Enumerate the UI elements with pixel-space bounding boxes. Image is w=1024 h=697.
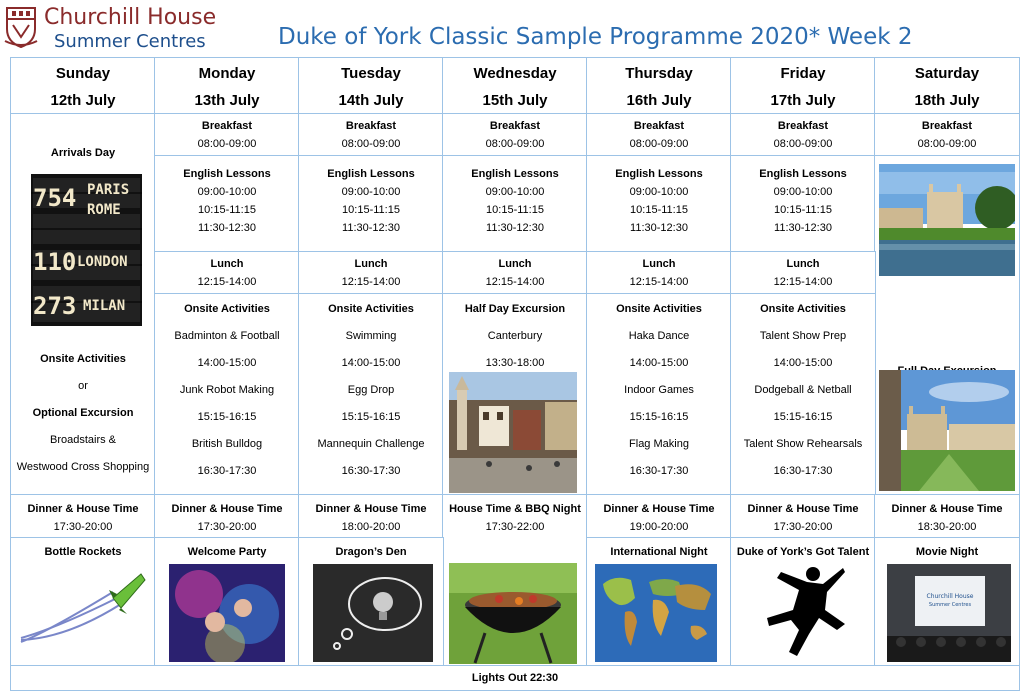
screen-text: Churchill House (926, 593, 974, 600)
activity-line: 14:00-15:00 (773, 357, 833, 369)
evening-monday (154, 537, 300, 667)
english-wednesday (442, 155, 588, 253)
crest-icon (4, 5, 38, 49)
activity-line: Junk Robot Making (179, 384, 275, 396)
english-time: 11:30-12:30 (630, 222, 688, 234)
brand-subtitle: Summer Centres (54, 31, 206, 52)
dinner-monday (154, 494, 300, 539)
evening-title: Dragon’s Den (335, 546, 407, 558)
day-name: Saturday (914, 65, 980, 82)
board-city: MILAN (83, 298, 126, 314)
english-time: 10:15-11:15 (774, 204, 832, 216)
activity-line: Canterbury (487, 330, 543, 342)
lunch-label: Lunch (210, 258, 244, 270)
english-time: 09:00-10:00 (629, 186, 689, 198)
lunch-time: 12:15-14:00 (773, 276, 833, 288)
breakfast-label: Breakfast (633, 120, 685, 132)
activity-line: 15:15-16:15 (629, 411, 689, 423)
breakfast-label: Breakfast (777, 120, 829, 132)
day-name: Tuesday (341, 65, 401, 82)
activity-line: Egg Drop (347, 384, 395, 396)
activity-line: 16:30-17:30 (773, 465, 833, 477)
board-number: 110 (33, 248, 77, 276)
day-date: 18th July (914, 92, 980, 109)
activities-monday (154, 293, 300, 496)
activity-line: 14:00-15:00 (197, 357, 257, 369)
evening-friday (730, 537, 876, 667)
breakfast-wednesday (442, 113, 588, 157)
dinner-label: Dinner & House Time (747, 503, 859, 515)
breakfast-monday (154, 113, 300, 157)
activity-line: Talent Show Rehearsals (743, 438, 863, 450)
header-tuesday (298, 57, 444, 115)
dinner-label: Dinner & House Time (891, 503, 1003, 515)
cambridge-college-image (879, 370, 1015, 491)
activity-line: Badminton & Football (174, 330, 280, 342)
breakfast-time: 08:00-09:00 (629, 138, 689, 150)
arrivals-day: Arrivals Day (50, 147, 116, 159)
sunday-place1: Broadstairs & (49, 434, 117, 446)
english-time: 09:00-10:00 (341, 186, 401, 198)
cambridge-river-image (879, 164, 1015, 276)
page-title: Duke of York Classic Sample Programme 2020* Week 2 (278, 24, 913, 50)
brand-name: Churchill House (44, 5, 217, 30)
english-time: 11:30-12:30 (486, 222, 544, 234)
board-number: 754 (33, 184, 77, 212)
activity-line: Haka Dance (628, 330, 690, 342)
english-time: 10:15-11:15 (198, 204, 256, 216)
activity-line: Flag Making (629, 438, 689, 450)
english-time: 10:15-11:15 (342, 204, 400, 216)
breakfast-label: Breakfast (921, 120, 973, 132)
lights-out: Lights Out 22:30 (471, 672, 559, 684)
welcome-party-image (169, 564, 285, 662)
header-friday (730, 57, 876, 115)
activity-title: Onsite Activities (328, 303, 414, 315)
lunch-label: Lunch (642, 258, 676, 270)
english-time: 10:15-11:15 (486, 204, 544, 216)
english-time: 10:15-11:15 (630, 204, 688, 216)
breakfast-friday (730, 113, 876, 157)
activity-line: British Bulldog (191, 438, 263, 450)
activity-line: 15:15-16:15 (197, 411, 257, 423)
activity-line: 14:00-15:00 (629, 357, 689, 369)
activity-line: 14:00-15:00 (341, 357, 401, 369)
header-saturday (874, 57, 1020, 115)
breakfast-time: 08:00-09:00 (197, 138, 257, 150)
english-time: 11:30-12:30 (342, 222, 400, 234)
day-date: 16th July (626, 92, 692, 109)
day-date: 17th July (770, 92, 836, 109)
lunch-label: Lunch (354, 258, 388, 270)
bbq-grill-image (449, 563, 577, 664)
dinner-time: 17:30-20:00 (197, 521, 257, 533)
screen-text: Summer Centres (928, 602, 972, 608)
bbq-night-wednesday (442, 494, 588, 667)
day-date: 15th July (482, 92, 548, 109)
dinner-label: Dinner & House Time (315, 503, 427, 515)
header-wednesday (442, 57, 588, 115)
evening-title: Welcome Party (187, 546, 267, 558)
day-name: Sunday (55, 65, 111, 82)
dinner-saturday (874, 494, 1020, 539)
activities-friday (730, 293, 876, 496)
activity-line: Talent Show Prep (759, 330, 847, 342)
dinner-label: House Time & BBQ Night (449, 503, 581, 515)
day-name: Wednesday (473, 65, 557, 82)
day-name: Friday (780, 65, 826, 82)
dinner-time: 17:30-20:00 (53, 521, 113, 533)
jumping-silhouette-icon (757, 564, 853, 662)
lunch-monday (154, 251, 300, 295)
lunch-time: 12:15-14:00 (197, 276, 257, 288)
activity-title: Onsite Activities (184, 303, 270, 315)
english-thursday (586, 155, 732, 253)
day-date: 13th July (194, 92, 260, 109)
header-sunday (10, 57, 156, 115)
dinner-time: 18:00-20:00 (341, 521, 401, 533)
dinner-time: 19:00-20:00 (629, 521, 689, 533)
activities-tuesday (298, 293, 444, 496)
evening-thursday (586, 537, 732, 667)
evening-title: Movie Night (915, 546, 979, 558)
english-friday (730, 155, 876, 253)
evening-title: Bottle Rockets (44, 546, 122, 558)
dinner-label: Dinner & House Time (171, 503, 283, 515)
breakfast-label: Breakfast (201, 120, 253, 132)
dinner-thursday (586, 494, 732, 539)
breakfast-time: 08:00-09:00 (485, 138, 545, 150)
activities-wednesday (442, 293, 588, 496)
evening-title: Duke of York’s Got Talent (736, 546, 870, 558)
canterbury-image (449, 372, 577, 493)
breakfast-time: 08:00-09:00 (773, 138, 833, 150)
breakfast-saturday (874, 113, 1020, 157)
lunch-time: 12:15-14:00 (629, 276, 689, 288)
lunch-wednesday (442, 251, 588, 295)
board-city: PARIS (87, 182, 130, 198)
dinner-label: Dinner & House Time (603, 503, 715, 515)
dinner-time: 18:30-20:00 (917, 521, 977, 533)
activity-line: 15:15-16:15 (773, 411, 833, 423)
evening-tuesday (298, 537, 444, 667)
activity-line: Swimming (345, 330, 397, 342)
board-number: 273 (33, 292, 77, 320)
english-label: English Lessons (183, 168, 271, 180)
english-label: English Lessons (327, 168, 415, 180)
dragons-den-image (313, 564, 433, 662)
header-thursday (586, 57, 732, 115)
departure-board-image (31, 174, 142, 326)
activity-line: Dodgeball & Netball (754, 384, 852, 396)
breakfast-time: 08:00-09:00 (341, 138, 401, 150)
bottle-rocket-icon (17, 568, 151, 648)
day-name: Monday (198, 65, 256, 82)
dinner-friday (730, 494, 876, 539)
activity-line: 16:30-17:30 (341, 465, 401, 477)
english-tuesday (298, 155, 444, 253)
dinner-time: 17:30-20:00 (773, 521, 833, 533)
lunch-thursday (586, 251, 732, 295)
activity-line: 16:30-17:30 (629, 465, 689, 477)
lunch-friday (730, 251, 876, 295)
activity-title: Onsite Activities (616, 303, 702, 315)
english-time: 11:30-12:30 (774, 222, 832, 234)
sunday-place2: Westwood Cross Shopping (16, 461, 150, 473)
lunch-label: Lunch (786, 258, 820, 270)
lights-out-row (10, 665, 1020, 691)
sunday-optional-excursion: Optional Excursion (32, 407, 134, 419)
day-name: Thursday (625, 65, 693, 82)
activity-line: Mannequin Challenge (317, 438, 425, 450)
evening-title: International Night (610, 546, 708, 558)
dinner-label: Dinner & House Time (27, 503, 139, 515)
lunch-time: 12:15-14:00 (485, 276, 545, 288)
english-time: 09:00-10:00 (773, 186, 833, 198)
activities-thursday (586, 293, 732, 496)
english-time: 09:00-10:00 (485, 186, 545, 198)
evening-saturday (874, 537, 1020, 667)
activity-title: Onsite Activities (760, 303, 846, 315)
activity-line: 15:15-16:15 (341, 411, 401, 423)
english-time: 09:00-10:00 (197, 186, 257, 198)
board-city: LONDON (77, 254, 128, 270)
breakfast-tuesday (298, 113, 444, 157)
day-date: 14th July (338, 92, 404, 109)
world-map-image (595, 564, 717, 662)
movie-night-image (887, 564, 1011, 662)
activity-line: 16:30-17:30 (197, 465, 257, 477)
programme-table (10, 57, 1020, 691)
english-monday (154, 155, 300, 253)
english-label: English Lessons (615, 168, 703, 180)
dinner-sunday (10, 494, 156, 539)
lunch-time: 12:15-14:00 (341, 276, 401, 288)
brand-logo (2, 3, 232, 53)
sunday-onsite: Onsite Activities (40, 353, 126, 365)
breakfast-label: Breakfast (489, 120, 541, 132)
activity-line: Indoor Games (624, 384, 694, 396)
header-monday (154, 57, 300, 115)
day-date: 12th July (50, 92, 116, 109)
sunday-schedule (10, 113, 156, 496)
english-label: English Lessons (471, 168, 559, 180)
sunday-or: or (78, 380, 88, 392)
breakfast-label: Breakfast (345, 120, 397, 132)
breakfast-thursday (586, 113, 732, 157)
lunch-label: Lunch (498, 258, 532, 270)
evening-sunday (10, 537, 156, 667)
lunch-tuesday (298, 251, 444, 295)
english-label: English Lessons (759, 168, 847, 180)
board-city: ROME (87, 202, 121, 218)
activity-line: 13:30-18:00 (485, 357, 545, 369)
breakfast-time: 08:00-09:00 (917, 138, 977, 150)
dinner-tuesday (298, 494, 444, 539)
english-time: 11:30-12:30 (198, 222, 256, 234)
activity-title: Half Day Excursion (464, 303, 566, 315)
dinner-time: 17:30-22:00 (485, 521, 545, 533)
